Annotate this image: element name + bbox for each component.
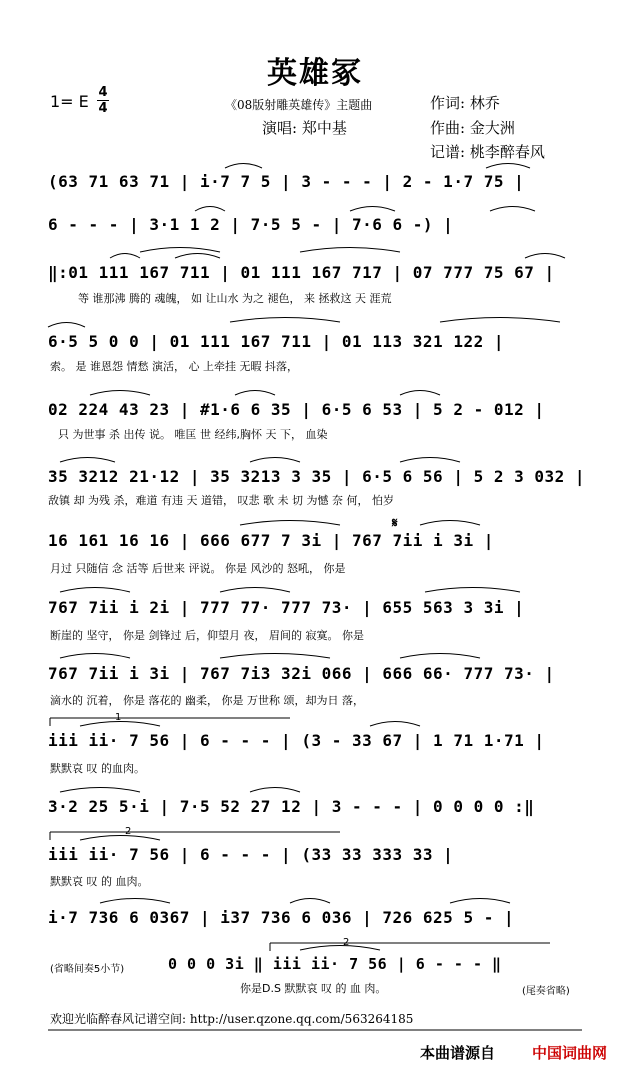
slur-arc <box>60 588 130 593</box>
site-name: 中国词曲网 <box>532 1044 608 1062</box>
volta-2-label-end: 2 <box>343 937 350 948</box>
score-line-7: 16 161 16 16 | 666 677 7 3i | 767 7ii i 3i | <box>48 531 494 550</box>
source-label: 本曲谱源自 <box>420 1044 496 1062</box>
slur-arc <box>400 391 440 396</box>
slur-arc <box>525 254 565 259</box>
score-line-10: iii ii· 7 56 | 6 - - - | (3 - 33 67 | 1 71 1·71 | <box>48 731 545 750</box>
slur-arc <box>440 318 560 323</box>
slur-arc <box>250 788 300 793</box>
slur-arc <box>300 248 400 253</box>
lyric-line-9: 滴水的 沉着， 你是 落花的 幽柔， 你是 万世称 颂，却为日 落， <box>50 694 364 707</box>
score-line-5: 02 224 43 23 | #1·6 6 35 | 6·5 6 53 | 5 2 - 012 | <box>48 400 545 419</box>
slur-arc <box>250 458 300 463</box>
slur-arc <box>220 588 290 593</box>
slur-arc <box>240 521 340 526</box>
slur-arc <box>235 391 275 396</box>
key-signature: 1= E <box>50 92 89 111</box>
slur-arc <box>225 164 262 169</box>
slur-arc <box>350 207 395 212</box>
lyric-line-8: 断崖的 坚守， 你是 剑锋过 后，仰望月 夜， 眉间的 寂寞。 你是 <box>50 629 364 642</box>
slur-arc <box>195 207 225 212</box>
slur-arc <box>110 254 140 259</box>
slur-arc <box>420 521 480 526</box>
slur-arc <box>48 323 85 328</box>
transcriber-credit: 记谱: 桃李醉春风 <box>430 143 545 161</box>
slur-arc <box>400 654 480 659</box>
slur-arc <box>300 946 380 951</box>
volta-1-label: 1 <box>115 712 122 723</box>
slur-arc <box>220 654 330 659</box>
slur-arc <box>80 836 160 841</box>
slur-arc <box>230 318 340 323</box>
score-line-3: ‖:01 111 167 711 | 01 111 167 717 | 07 777 75 67 | <box>48 263 555 282</box>
score-line-6: 35 3212 21·12 | 35 3213 3 35 | 6·5 6 56 | 5 2 3 032 | <box>48 467 586 486</box>
lyric-line-10: 默默哀 叹 的血肉。 <box>50 762 145 775</box>
score-line-11: 3·2 25 5·i | 7·5 52 27 12 | 3 - - - | 0 0 0 0 :‖ <box>48 797 535 816</box>
score-line-12: iii ii· 7 56 | 6 - - - | (33 33 333 33 | <box>48 845 454 864</box>
lyric-line-12: 默默哀 叹 的 血肉。 <box>50 875 149 888</box>
score-line-8: 767 7ii i 2i | 777 77· 777 73· | 655 563 3 3i | <box>48 598 525 617</box>
lyric-line-4: 索。 是 谁恩怨 情愁 演活， 心 上牵挂 无暇 抖落， <box>50 360 298 373</box>
interlude-note: (省略间奏5小节) <box>50 964 125 975</box>
slur-arc <box>486 164 530 169</box>
slur-arc <box>60 458 115 463</box>
slur-arc <box>290 899 330 904</box>
time-signature <box>97 86 109 115</box>
slur-arc <box>400 458 460 463</box>
lyric-line-7: 月过 只随信 念 活等 后世来 评说。 你是 风沙的 怒吼， 你是 <box>50 562 346 575</box>
segno-sign: 𝄋 <box>392 516 399 531</box>
transcriber-welcome: 欢迎光临醉春风记谱空间: http://user.qzone.qq.com/563264185 <box>50 1012 414 1026</box>
lyric-line-6: 敌镇 却 为残 杀，难道 有违 天 道错， 叹悲 歌 未 切 为憾 奈 何， 怕岁 <box>48 494 394 507</box>
slur-arc <box>60 654 130 659</box>
slur-arc <box>175 254 220 259</box>
lyric-line-14: 你是D.S 默默哀 叹 的 血 肉。 <box>240 982 387 995</box>
lyricist-credit: 作词: 林乔 <box>430 94 500 112</box>
score-line-1: (63 71 63 71 | i·7 7 5 | 3 - - - | 2 - 1·7 75 | <box>48 172 525 191</box>
song-subtitle: 《08版射雕英雄传》主题曲 <box>225 98 373 112</box>
song-title: 英雄冢 <box>267 56 363 91</box>
slur-arc <box>60 788 140 793</box>
volta-2-label: 2 <box>125 826 132 837</box>
score-line-9: 767 7ii i 3i | 767 7i3 32i 066 | 666 66· 777 73· | <box>48 664 555 683</box>
slur-arc <box>140 248 220 253</box>
lyric-line-3: 等 谁那沸 腾的 魂魄， 如 让山水 为之 褪色， 来 拯救这 天 涯荒 <box>78 292 392 305</box>
singer-credit: 演唱: 郑中基 <box>262 119 347 137</box>
slur-arc <box>490 207 535 212</box>
score-line-14: 0 0 0 3i ‖ iii ii· 7 56 | 6 - - - ‖ <box>168 955 502 973</box>
time-signature-bottom: 4 <box>98 101 108 116</box>
lyric-line-5: 只 为世事 杀 出传 说。 唯匡 世 经纬,胸怀 天 下， 血染 <box>58 428 328 441</box>
slur-arc <box>100 899 170 904</box>
slur-arc <box>450 899 510 904</box>
score-line-2: 6 - - - | 3·1 1 2 | 7·5 5 - | 7·6 6 -) | <box>48 215 454 234</box>
time-signature-top: 4 <box>98 85 108 100</box>
score-line-4: 6·5 5 0 0 | 01 111 167 711 | 01 113 321 122 | <box>48 332 504 351</box>
slur-arc <box>370 722 420 727</box>
score-line-13: i·7 736 6 0367 | i37 736 6 036 | 726 625 5 - | <box>48 908 515 927</box>
slur-arc <box>425 588 520 593</box>
slur-arc <box>90 391 150 396</box>
composer-credit: 作曲: 金大洲 <box>430 119 515 137</box>
outro-note: (尾奏省略) <box>522 986 570 997</box>
